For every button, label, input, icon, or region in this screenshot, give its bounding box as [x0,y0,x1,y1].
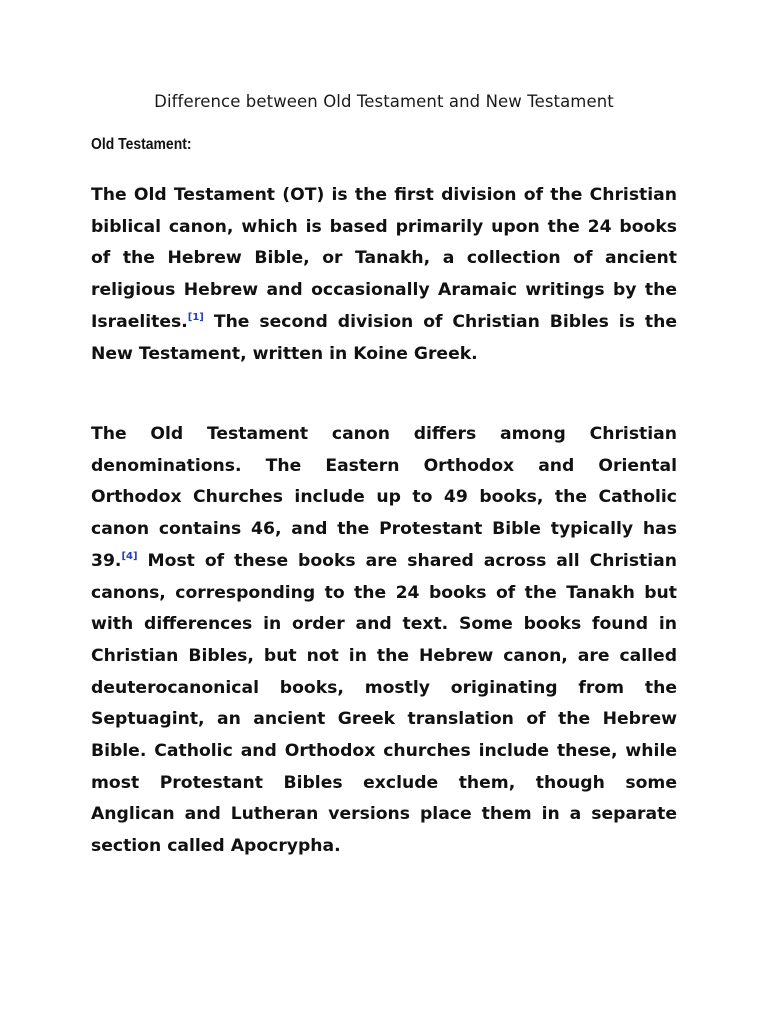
section-heading-old-testament: Old Testament: [91,136,192,153]
paragraph-1-text-start: The Old Testament (OT) is the first division of the Christian biblical canon, which is based primarily upon the 24 books of the Hebrew Bible, or Tanakh, a collection of ancient religious Hebrew and occasionally Aramaic writings by the Israelites. [91,185,677,332]
paragraph-1 [91,180,677,370]
reference-link-1[interactable]: [1] [187,311,204,323]
paragraph-2 [91,419,677,863]
paragraph-2-text-end: Most of these books are shared across all Christian canons, corresponding to the 24 books of the Tanakh but with differences in order and text. Some books found in Christian Bibles, but not in the Hebrew canon, are called deuterocanonical books, mostly originating from the Septuagint, an ancient Greek translation of the Hebrew Bible. Catholic and Orthodox churches include these, while most Protestant Bibles exclude them, though some Anglican and Lutheran versions place them in a separate section called Apocrypha. [91,550,677,857]
paragraph-2-text-start: The Old Testament canon differs among Christian denominations. The Eastern Orthodox and Oriental Orthodox Churches include up to 49 books, the Catholic canon contains 46, and the Protestant Bible typically has 39. [91,424,677,571]
document-title: Difference between Old Testament and New Testament [154,92,614,111]
reference-link-4[interactable]: [4] [121,550,138,562]
paragraph-1-text-end: The second division of Christian Bibles is the New Testament, written in Koine Greek. [91,311,677,364]
